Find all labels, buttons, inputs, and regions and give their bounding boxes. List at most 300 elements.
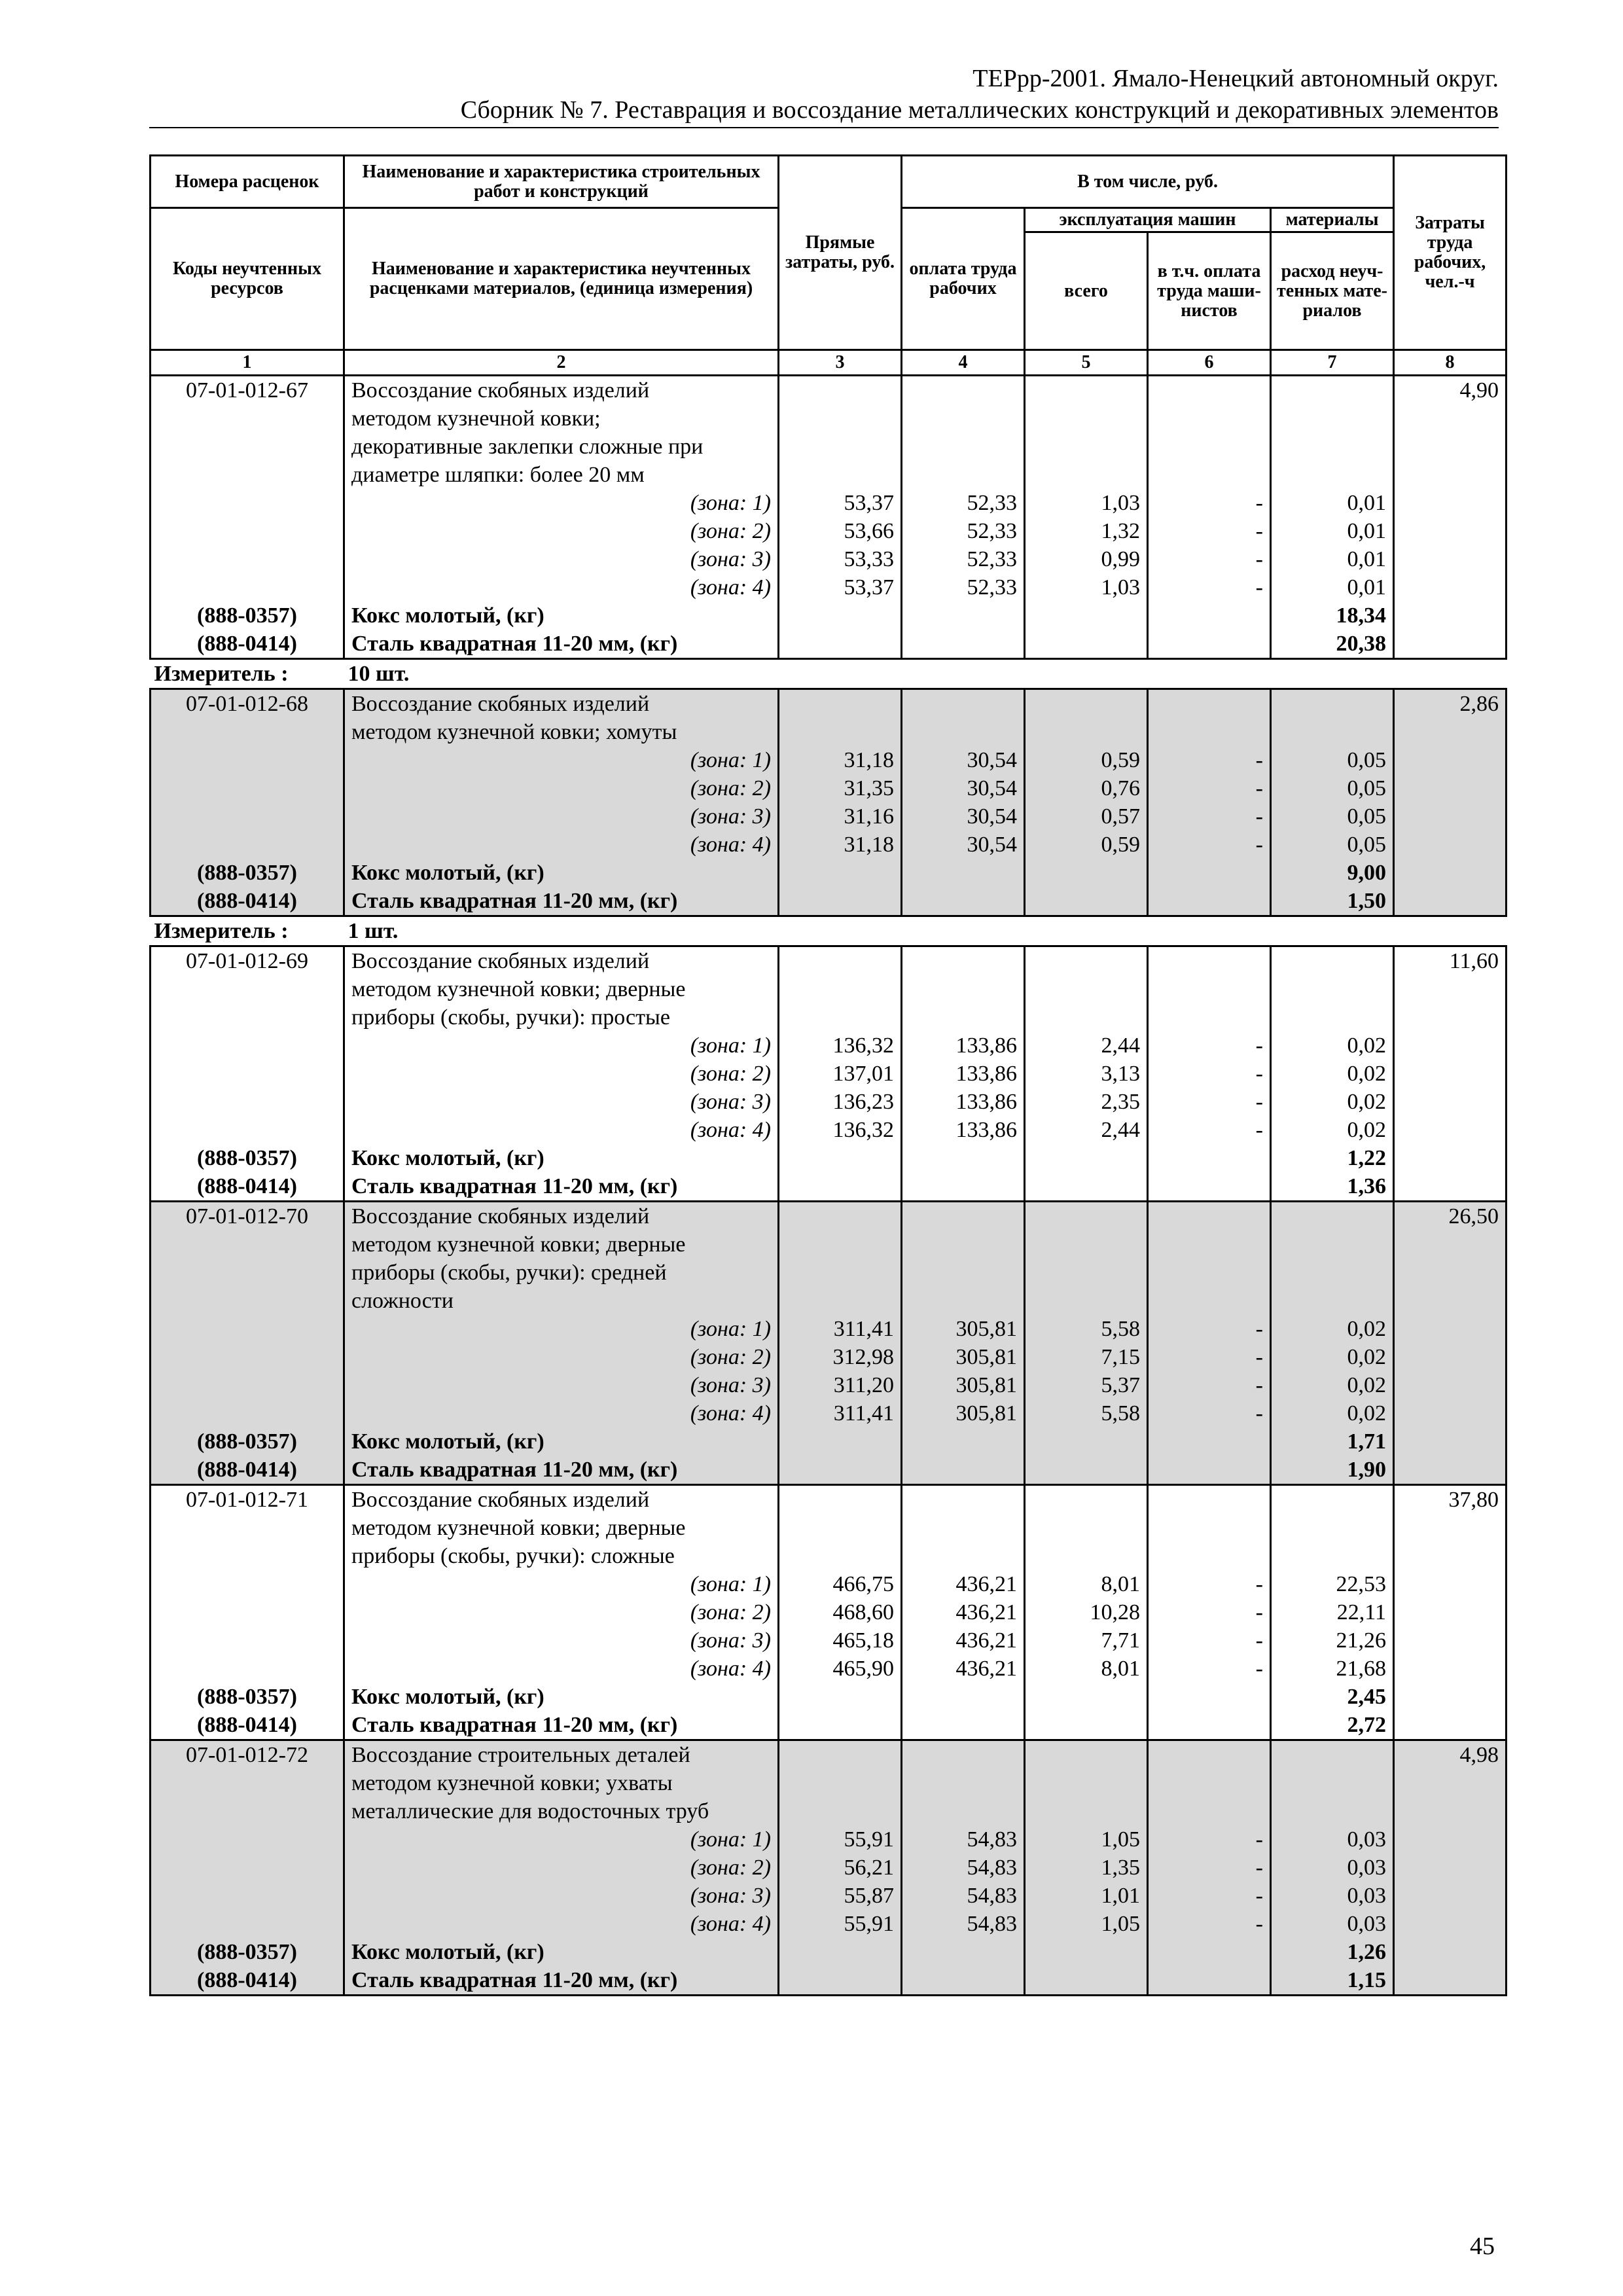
empty-cell xyxy=(1148,1966,1271,1996)
empty-cell xyxy=(1148,1202,1271,1231)
machines-wage: - xyxy=(1148,1116,1271,1144)
table-header xyxy=(151,156,1507,376)
resource-code: (888-0414) xyxy=(151,1456,344,1485)
empty-cell xyxy=(902,376,1025,405)
empty-cell xyxy=(902,461,1025,489)
empty-cell xyxy=(1025,1172,1148,1202)
empty-cell xyxy=(779,1287,902,1315)
empty-cell xyxy=(779,718,902,746)
resource-row xyxy=(151,1144,1507,1172)
materials-cost: 21,26 xyxy=(1271,1626,1394,1655)
description-row xyxy=(151,975,1507,1003)
empty-cell xyxy=(1148,1711,1271,1740)
wage-cost: 133,86 xyxy=(902,1060,1025,1088)
machines-wage: - xyxy=(1148,1088,1271,1116)
description-row xyxy=(151,1769,1507,1797)
empty-cell xyxy=(151,1598,344,1626)
direct-cost: 53,33 xyxy=(779,545,902,573)
machines-total: 3,13 xyxy=(1025,1060,1148,1088)
wage-cost: 54,83 xyxy=(902,1882,1025,1910)
empty-cell xyxy=(151,1769,344,1797)
work-description-line: сложности xyxy=(344,1287,779,1315)
empty-cell xyxy=(1394,774,1507,802)
resource-name: Сталь квадратная 11-20 мм, (кг) xyxy=(344,1456,779,1485)
machines-wage: - xyxy=(1148,1371,1271,1399)
wage-cost: 305,81 xyxy=(902,1371,1025,1399)
empty-cell xyxy=(902,1769,1025,1797)
empty-cell xyxy=(1394,545,1507,573)
materials-cost: 0,01 xyxy=(1271,517,1394,545)
empty-cell xyxy=(1025,433,1148,461)
empty-cell xyxy=(902,1514,1025,1542)
empty-cell xyxy=(1025,1144,1148,1172)
empty-cell xyxy=(1025,1259,1148,1287)
zone-label: (зона: 1) xyxy=(344,1825,779,1854)
materials-cost: 0,02 xyxy=(1271,1343,1394,1371)
work-description-line: Воссоздание скобяных изделий xyxy=(344,1485,779,1515)
col-number: 1 xyxy=(151,350,344,376)
zone-row xyxy=(151,1910,1507,1938)
empty-cell xyxy=(1394,1003,1507,1031)
machines-total: 10,28 xyxy=(1025,1598,1148,1626)
empty-cell xyxy=(1025,975,1148,1003)
description-row xyxy=(151,404,1507,433)
zone-label: (зона: 1) xyxy=(344,1570,779,1598)
work-description-line: металлические для водосточных труб xyxy=(344,1797,779,1825)
empty-cell xyxy=(1148,975,1271,1003)
empty-cell xyxy=(1394,1683,1507,1711)
col-number: 8 xyxy=(1394,350,1507,376)
work-description-line: приборы (скобы, ручки): средней xyxy=(344,1259,779,1287)
resource-code: (888-0414) xyxy=(151,1966,344,1996)
machines-wage: - xyxy=(1148,573,1271,601)
empty-cell xyxy=(1148,1542,1271,1570)
empty-cell xyxy=(1394,1514,1507,1542)
empty-cell xyxy=(1025,376,1148,405)
empty-cell xyxy=(779,1683,902,1711)
empty-cell xyxy=(1148,1740,1271,1770)
empty-cell xyxy=(1271,946,1394,976)
empty-cell xyxy=(151,404,344,433)
direct-cost: 31,18 xyxy=(779,831,902,859)
empty-cell xyxy=(1148,1003,1271,1031)
empty-cell xyxy=(1025,946,1148,976)
machines-total: 1,01 xyxy=(1025,1882,1148,1910)
description-row xyxy=(151,376,1507,405)
resource-row xyxy=(151,1456,1507,1485)
empty-cell xyxy=(1394,1655,1507,1683)
machines-total: 0,99 xyxy=(1025,545,1148,573)
machines-total: 0,57 xyxy=(1025,802,1148,831)
resource-name: Кокс молотый, (кг) xyxy=(344,1144,779,1172)
zone-row xyxy=(151,1060,1507,1088)
direct-cost: 466,75 xyxy=(779,1570,902,1598)
empty-cell xyxy=(779,1966,902,1996)
col-labor-header: Затраты труда рабочих, чел.-ч xyxy=(1394,156,1507,350)
wage-cost: 436,21 xyxy=(902,1655,1025,1683)
empty-cell xyxy=(1025,601,1148,630)
empty-cell xyxy=(1148,1456,1271,1485)
empty-cell xyxy=(1394,1825,1507,1854)
empty-cell xyxy=(902,433,1025,461)
direct-cost: 136,32 xyxy=(779,1031,902,1060)
empty-cell xyxy=(779,1797,902,1825)
empty-cell xyxy=(151,1003,344,1031)
zone-row xyxy=(151,489,1507,517)
machines-total: 0,59 xyxy=(1025,746,1148,774)
wage-cost: 436,21 xyxy=(902,1570,1025,1598)
empty-cell xyxy=(779,376,902,405)
empty-cell xyxy=(1025,630,1148,659)
resource-consumption: 1,36 xyxy=(1271,1172,1394,1202)
empty-cell xyxy=(779,1740,902,1770)
machines-total: 1,32 xyxy=(1025,517,1148,545)
empty-cell xyxy=(1394,1427,1507,1456)
empty-cell xyxy=(1394,1769,1507,1797)
empty-cell xyxy=(1394,1116,1507,1144)
machines-wage: - xyxy=(1148,831,1271,859)
empty-cell xyxy=(1394,1910,1507,1938)
empty-cell xyxy=(1394,1343,1507,1371)
machines-wage: - xyxy=(1148,517,1271,545)
work-description-line: Воссоздание скобяных изделий xyxy=(344,689,779,719)
measure-row xyxy=(151,659,1507,689)
resource-code: (888-0414) xyxy=(151,1172,344,1202)
materials-cost: 0,01 xyxy=(1271,573,1394,601)
empty-cell xyxy=(1148,376,1271,405)
materials-cost: 0,05 xyxy=(1271,774,1394,802)
zone-label: (зона: 4) xyxy=(344,1655,779,1683)
empty-cell xyxy=(1025,1427,1148,1456)
materials-cost: 0,02 xyxy=(1271,1371,1394,1399)
description-row xyxy=(151,689,1507,719)
empty-cell xyxy=(902,404,1025,433)
zone-label: (зона: 1) xyxy=(344,489,779,517)
page-number: 45 xyxy=(1470,2233,1495,2260)
empty-cell xyxy=(151,802,344,831)
zone-label: (зона: 3) xyxy=(344,545,779,573)
direct-cost: 56,21 xyxy=(779,1854,902,1882)
empty-cell xyxy=(151,1854,344,1882)
empty-cell xyxy=(151,1399,344,1427)
machines-total: 2,44 xyxy=(1025,1031,1148,1060)
rate-code: 07-01-012-68 xyxy=(151,689,344,719)
empty-cell xyxy=(1025,1740,1148,1770)
empty-cell xyxy=(1394,1088,1507,1116)
zone-row xyxy=(151,573,1507,601)
work-description-line: приборы (скобы, ручки): сложные xyxy=(344,1542,779,1570)
measure-value: 1 шт. xyxy=(344,916,1507,946)
empty-cell xyxy=(902,1683,1025,1711)
empty-cell xyxy=(151,433,344,461)
resource-code: (888-0414) xyxy=(151,630,344,659)
empty-cell xyxy=(1271,975,1394,1003)
resource-name: Кокс молотый, (кг) xyxy=(344,1938,779,1966)
direct-cost: 53,37 xyxy=(779,573,902,601)
zone-row xyxy=(151,1854,1507,1882)
zone-label: (зона: 3) xyxy=(344,802,779,831)
empty-cell xyxy=(1025,1003,1148,1031)
machines-total: 5,37 xyxy=(1025,1371,1148,1399)
materials-cost: 0,02 xyxy=(1271,1088,1394,1116)
empty-cell xyxy=(1025,1456,1148,1485)
empty-cell xyxy=(1148,630,1271,659)
machines-wage: - xyxy=(1148,1854,1271,1882)
empty-cell xyxy=(151,1343,344,1371)
description-row xyxy=(151,1003,1507,1031)
resource-code: (888-0357) xyxy=(151,1144,344,1172)
empty-cell xyxy=(1394,1031,1507,1060)
zone-label: (зона: 3) xyxy=(344,1088,779,1116)
empty-cell xyxy=(1148,461,1271,489)
col-number: 4 xyxy=(902,350,1025,376)
empty-cell xyxy=(1394,630,1507,659)
zone-row xyxy=(151,1116,1507,1144)
col-work-name-header: Наименование и характеристика строительных работ и конструкций xyxy=(344,156,779,208)
col-machines-wage-header: в т.ч. оплата труда маши-нистов xyxy=(1148,232,1271,350)
empty-cell xyxy=(902,1797,1025,1825)
resource-consumption: 1,26 xyxy=(1271,1938,1394,1966)
materials-cost: 21,68 xyxy=(1271,1655,1394,1683)
empty-cell xyxy=(1148,1259,1271,1287)
empty-cell xyxy=(779,433,902,461)
empty-cell xyxy=(779,1456,902,1485)
zone-label: (зона: 3) xyxy=(344,1371,779,1399)
direct-cost: 53,37 xyxy=(779,489,902,517)
zone-label: (зона: 3) xyxy=(344,1882,779,1910)
empty-cell xyxy=(779,461,902,489)
empty-cell xyxy=(151,1031,344,1060)
resource-name: Сталь квадратная 11-20 мм, (кг) xyxy=(344,1966,779,1996)
machines-total: 5,58 xyxy=(1025,1315,1148,1343)
empty-cell xyxy=(902,601,1025,630)
description-row xyxy=(151,1514,1507,1542)
col-direct-header: Прямые затраты, руб. xyxy=(779,156,902,350)
direct-cost: 31,16 xyxy=(779,802,902,831)
empty-cell xyxy=(1148,946,1271,976)
col-number: 2 xyxy=(344,350,779,376)
empty-cell xyxy=(151,1514,344,1542)
direct-cost: 53,66 xyxy=(779,517,902,545)
col-resource-codes-header: Коды неучтенных ресурсов xyxy=(151,208,344,350)
empty-cell xyxy=(1271,376,1394,405)
empty-cell xyxy=(151,1287,344,1315)
empty-cell xyxy=(1148,433,1271,461)
resource-consumption: 1,71 xyxy=(1271,1427,1394,1456)
wage-cost: 436,21 xyxy=(902,1598,1025,1626)
zone-row xyxy=(151,746,1507,774)
zone-row xyxy=(151,831,1507,859)
zone-row xyxy=(151,1399,1507,1427)
zone-label: (зона: 2) xyxy=(344,1598,779,1626)
resource-consumption: 2,72 xyxy=(1271,1711,1394,1740)
col-rate-numbers-header: Номера расценок xyxy=(151,156,344,208)
empty-cell xyxy=(902,1259,1025,1287)
zone-label: (зона: 4) xyxy=(344,831,779,859)
empty-cell xyxy=(1271,1740,1394,1770)
materials-cost: 22,11 xyxy=(1271,1598,1394,1626)
empty-cell xyxy=(902,1456,1025,1485)
empty-cell xyxy=(779,1202,902,1231)
rate-code: 07-01-012-69 xyxy=(151,946,344,976)
resource-name: Кокс молотый, (кг) xyxy=(344,1683,779,1711)
wage-cost: 52,33 xyxy=(902,545,1025,573)
resource-row xyxy=(151,1427,1507,1456)
empty-cell xyxy=(151,831,344,859)
empty-cell xyxy=(151,1088,344,1116)
empty-cell xyxy=(779,1711,902,1740)
empty-cell xyxy=(1394,573,1507,601)
empty-cell xyxy=(1025,461,1148,489)
empty-cell xyxy=(902,1711,1025,1740)
wage-cost: 54,83 xyxy=(902,1825,1025,1854)
machines-total: 1,03 xyxy=(1025,489,1148,517)
resource-consumption: 1,50 xyxy=(1271,887,1394,916)
empty-cell xyxy=(1271,1542,1394,1570)
zone-row xyxy=(151,1882,1507,1910)
empty-cell xyxy=(1148,887,1271,916)
work-description-line: Воссоздание скобяных изделий xyxy=(344,1202,779,1231)
empty-cell xyxy=(1148,1683,1271,1711)
empty-cell xyxy=(1394,1230,1507,1259)
machines-total: 1,03 xyxy=(1025,573,1148,601)
resource-code: (888-0357) xyxy=(151,859,344,887)
empty-cell xyxy=(1394,1542,1507,1570)
wage-cost: 133,86 xyxy=(902,1088,1025,1116)
empty-cell xyxy=(779,1485,902,1515)
empty-cell xyxy=(1025,689,1148,719)
empty-cell xyxy=(779,1144,902,1172)
empty-cell xyxy=(902,1003,1025,1031)
work-description-line: Воссоздание строительных деталей xyxy=(344,1740,779,1770)
zone-label: (зона: 2) xyxy=(344,517,779,545)
wage-cost: 133,86 xyxy=(902,1031,1025,1060)
work-description-line: методом кузнечной ковки; дверные xyxy=(344,1230,779,1259)
machines-wage: - xyxy=(1148,1343,1271,1371)
empty-cell xyxy=(1025,1938,1148,1966)
empty-cell xyxy=(902,975,1025,1003)
empty-cell xyxy=(779,887,902,916)
machines-total: 0,76 xyxy=(1025,774,1148,802)
materials-cost: 0,02 xyxy=(1271,1060,1394,1088)
zone-row xyxy=(151,545,1507,573)
zone-label: (зона: 1) xyxy=(344,1031,779,1060)
resource-name: Сталь квадратная 11-20 мм, (кг) xyxy=(344,887,779,916)
work-description-line: методом кузнечной ковки; ухваты xyxy=(344,1769,779,1797)
materials-cost: 22,53 xyxy=(1271,1570,1394,1598)
materials-cost: 0,01 xyxy=(1271,489,1394,517)
direct-cost: 465,18 xyxy=(779,1626,902,1655)
empty-cell xyxy=(902,1485,1025,1515)
empty-cell xyxy=(902,1938,1025,1966)
empty-cell xyxy=(151,517,344,545)
empty-cell xyxy=(1148,1427,1271,1456)
machines-wage: - xyxy=(1148,1570,1271,1598)
materials-cost: 0,05 xyxy=(1271,831,1394,859)
empty-cell xyxy=(779,630,902,659)
empty-cell xyxy=(1271,404,1394,433)
empty-cell xyxy=(1148,1144,1271,1172)
direct-cost: 468,60 xyxy=(779,1598,902,1626)
work-description-line: методом кузнечной ковки; xyxy=(344,404,779,433)
direct-cost: 55,91 xyxy=(779,1910,902,1938)
machines-wage: - xyxy=(1148,1655,1271,1683)
empty-cell xyxy=(1394,1172,1507,1202)
resource-name: Кокс молотый, (кг) xyxy=(344,601,779,630)
machines-wage: - xyxy=(1148,1598,1271,1626)
resource-code: (888-0357) xyxy=(151,1683,344,1711)
resource-name: Сталь квадратная 11-20 мм, (кг) xyxy=(344,1172,779,1202)
rates-table xyxy=(149,154,1507,1996)
empty-cell xyxy=(902,1740,1025,1770)
empty-cell xyxy=(1148,1230,1271,1259)
machines-wage: - xyxy=(1148,1031,1271,1060)
machines-wage: - xyxy=(1148,774,1271,802)
empty-cell xyxy=(779,1514,902,1542)
resource-row xyxy=(151,1938,1507,1966)
description-row xyxy=(151,1287,1507,1315)
empty-cell xyxy=(1271,433,1394,461)
work-description-line: методом кузнечной ковки; хомуты xyxy=(344,718,779,746)
zone-row xyxy=(151,1598,1507,1626)
empty-cell xyxy=(1025,1485,1148,1515)
measure-row xyxy=(151,916,1507,946)
empty-cell xyxy=(1394,433,1507,461)
resource-row xyxy=(151,1172,1507,1202)
zone-label: (зона: 4) xyxy=(344,1910,779,1938)
resource-name: Кокс молотый, (кг) xyxy=(344,859,779,887)
empty-cell xyxy=(902,1202,1025,1231)
empty-cell xyxy=(779,1769,902,1797)
resource-code: (888-0414) xyxy=(151,1711,344,1740)
machines-total: 0,59 xyxy=(1025,831,1148,859)
direct-cost: 137,01 xyxy=(779,1060,902,1088)
resource-consumption: 2,45 xyxy=(1271,1683,1394,1711)
empty-cell xyxy=(779,975,902,1003)
empty-cell xyxy=(1025,404,1148,433)
empty-cell xyxy=(151,746,344,774)
empty-cell xyxy=(902,630,1025,659)
machines-wage: - xyxy=(1148,746,1271,774)
work-description-line: приборы (скобы, ручки): простые xyxy=(344,1003,779,1031)
materials-cost: 0,05 xyxy=(1271,802,1394,831)
empty-cell xyxy=(902,1172,1025,1202)
empty-cell xyxy=(151,1060,344,1088)
direct-cost: 311,41 xyxy=(779,1399,902,1427)
empty-cell xyxy=(1394,859,1507,887)
empty-cell xyxy=(779,1427,902,1456)
zone-row xyxy=(151,1371,1507,1399)
empty-cell xyxy=(151,1542,344,1570)
empty-cell xyxy=(151,774,344,802)
zone-label: (зона: 4) xyxy=(344,1399,779,1427)
empty-cell xyxy=(151,1626,344,1655)
work-description-line: методом кузнечной ковки; дверные xyxy=(344,1514,779,1542)
zone-row xyxy=(151,1315,1507,1343)
header-collection: Сборник № 7. Реставрация и воссоздание металлических конструкций и декоративных элементов xyxy=(460,96,1499,124)
resource-row xyxy=(151,887,1507,916)
empty-cell xyxy=(902,859,1025,887)
zone-label: (зона: 1) xyxy=(344,1315,779,1343)
empty-cell xyxy=(902,718,1025,746)
col-wage-header: оплата труда рабочих xyxy=(902,208,1025,350)
empty-cell xyxy=(1025,1797,1148,1825)
empty-cell xyxy=(1394,1144,1507,1172)
empty-cell xyxy=(902,946,1025,976)
empty-cell xyxy=(1394,1570,1507,1598)
empty-cell xyxy=(1394,1626,1507,1655)
col-machines-header: эксплуатация машин xyxy=(1025,208,1271,232)
